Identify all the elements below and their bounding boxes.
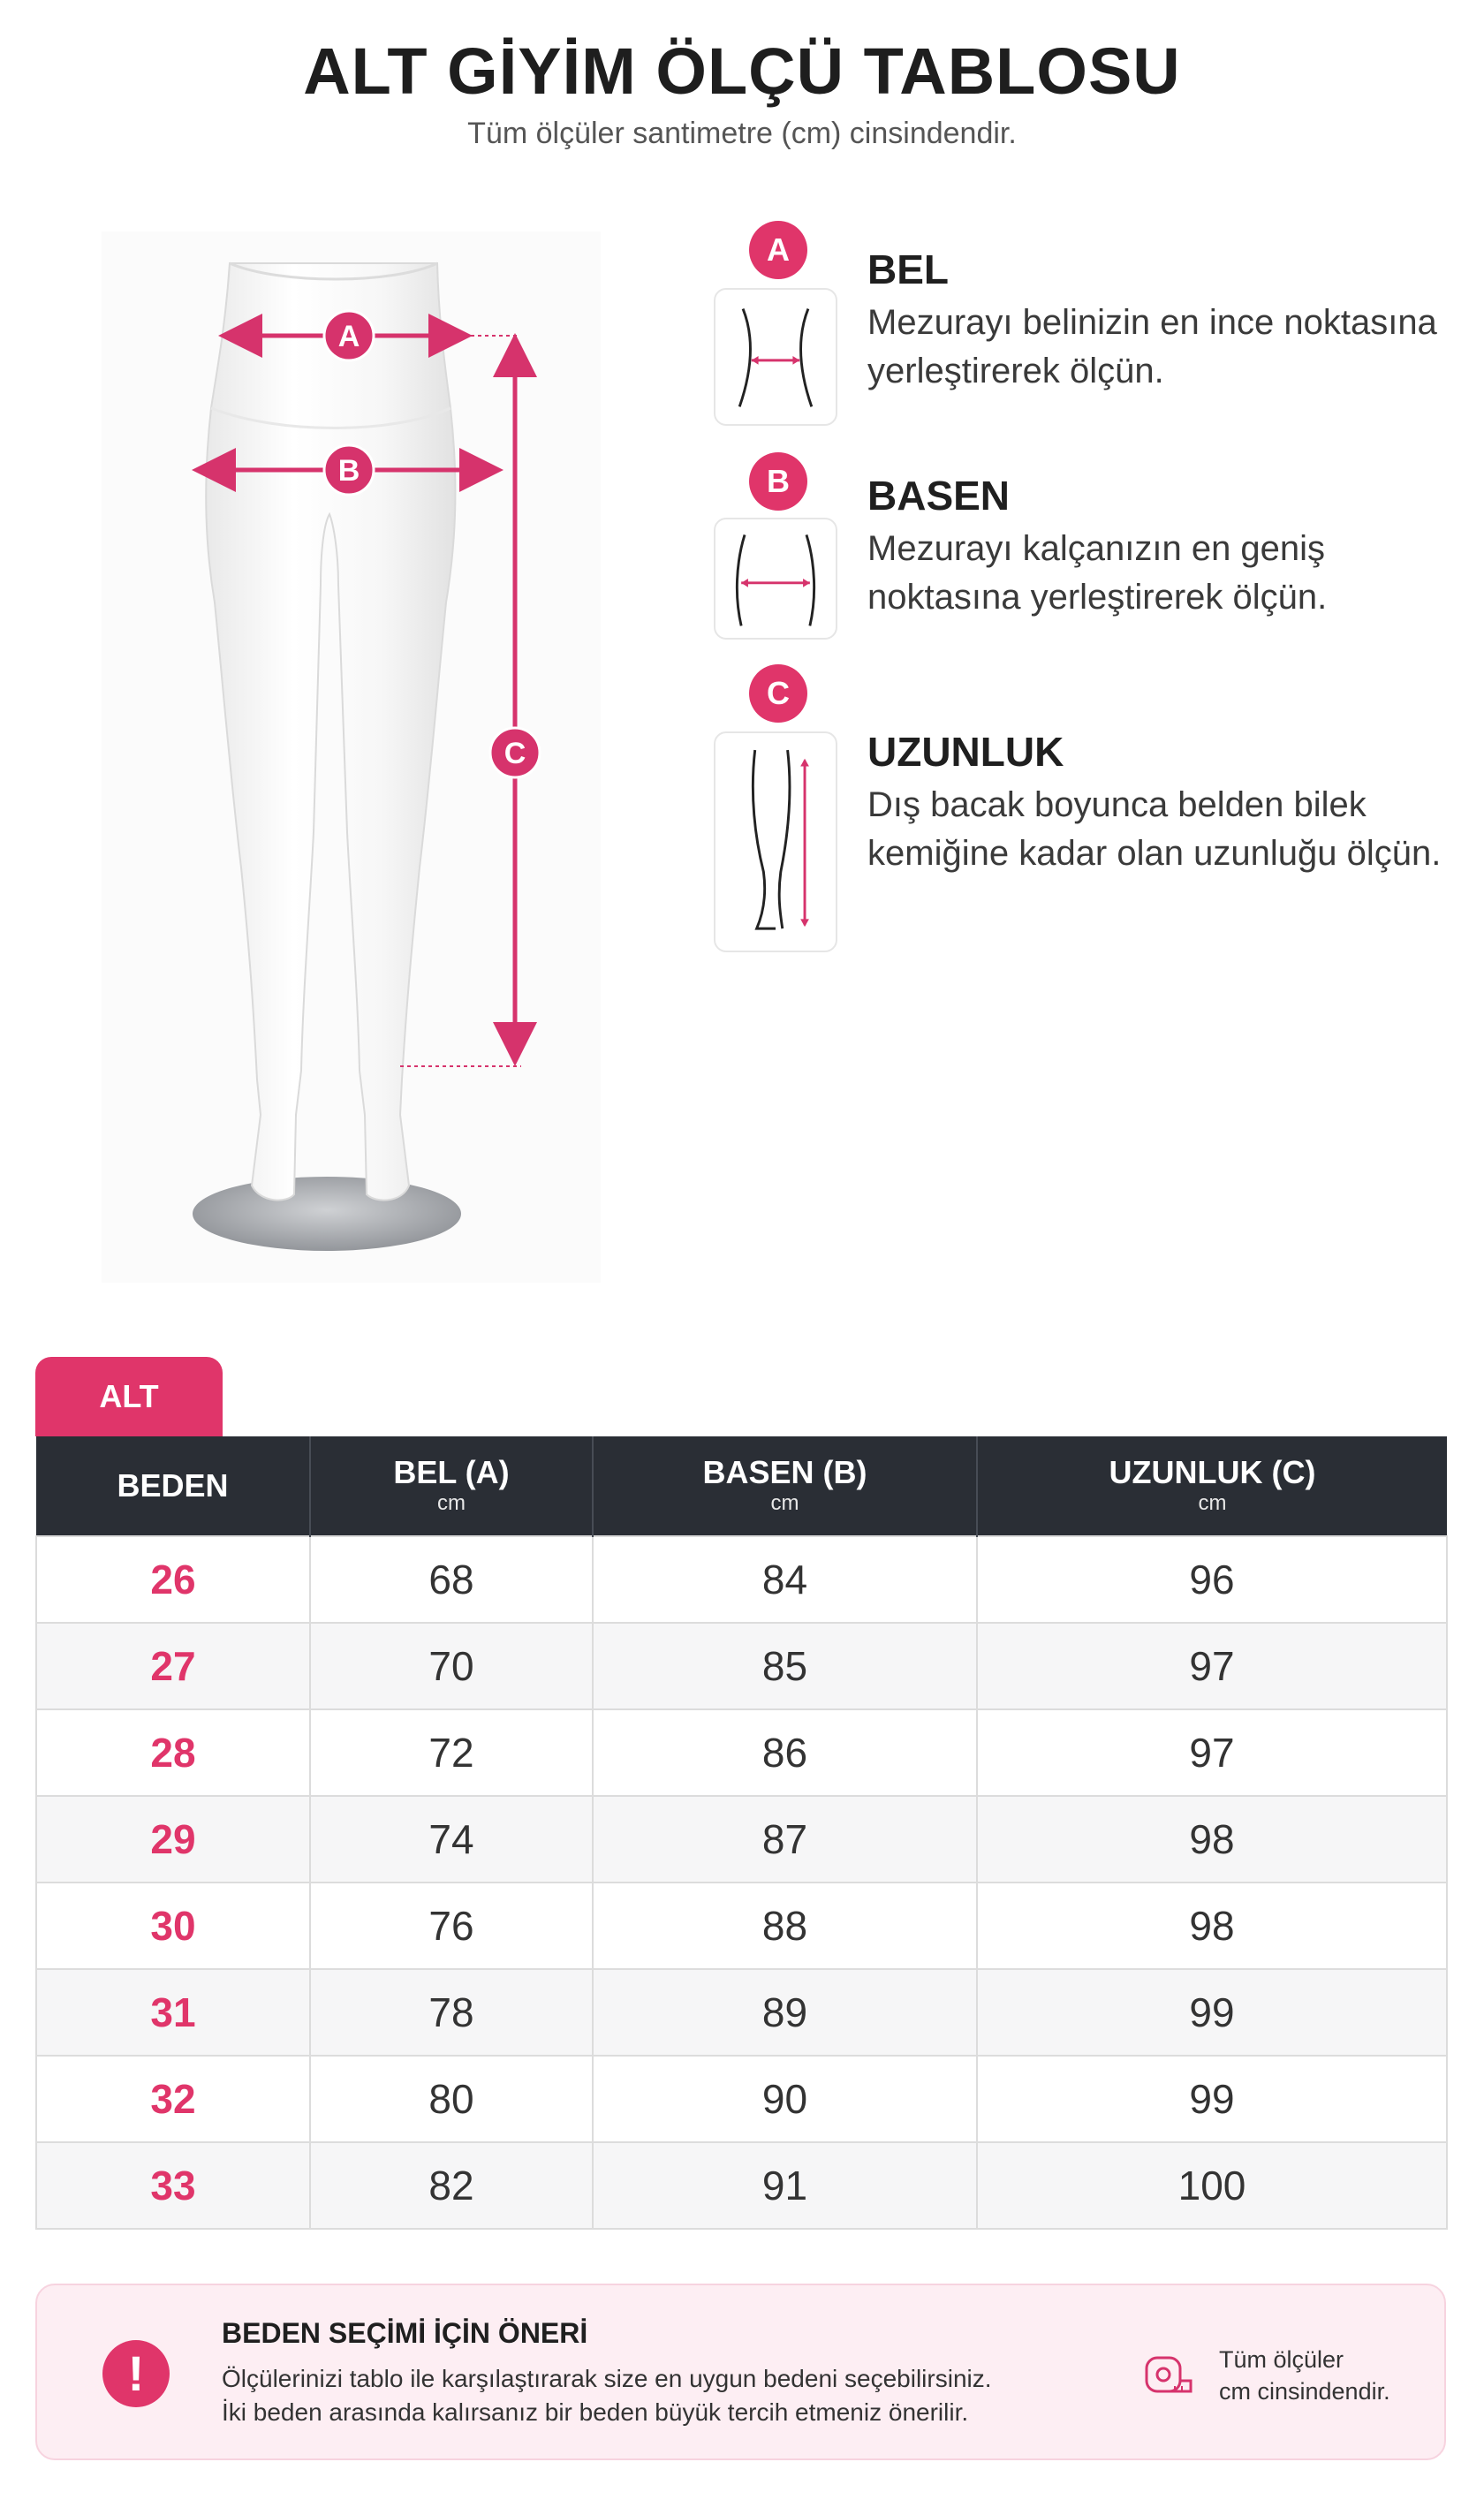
measurement-desc-bel: Mezurayı belinizin en ince noktasına yerleştirerek ölçün. [867, 303, 1437, 390]
basen-cell: 87 [593, 1796, 977, 1883]
table-row [36, 1969, 1447, 2056]
advice-line-1: Ölçülerinizi tablo ile karşılaştırarak size en uygun bedeni seçebilirsiniz. [222, 2365, 992, 2392]
size-cell: 31 [36, 1969, 310, 2056]
measuring-tape-icon [1141, 2349, 1194, 2402]
uzunluk-cell: 98 [977, 1883, 1447, 1969]
svg-text:A: A [337, 320, 360, 353]
measurement-title-uzunluk: UZUNLUK [867, 729, 1064, 775]
measurement-basen [714, 452, 1465, 647]
size-cell: 29 [36, 1796, 310, 1883]
uzunluk-cell: 97 [977, 1623, 1447, 1709]
badge-a: A [749, 221, 807, 279]
waist-icon [714, 288, 837, 426]
basen-cell: 90 [593, 2056, 977, 2142]
badge-c: C [749, 664, 807, 723]
basen-cell: 85 [593, 1623, 977, 1709]
uzunluk-cell: 100 [977, 2142, 1447, 2229]
measurement-desc-uzunluk: Dış bacak boyunca belden bilek kemiğine kadar olan uzunluğu ölçün. [867, 785, 1442, 873]
uzunluk-cell: 96 [977, 1536, 1447, 1623]
bel-cell: 78 [310, 1969, 593, 2056]
leg-length-icon [714, 731, 837, 952]
size-table [35, 1436, 1446, 2230]
size-cell: 28 [36, 1709, 310, 1796]
measurement-desc-basen: Mezurayı kalçanızın en geniş noktasına yerleştirerek ölçün. [867, 529, 1328, 617]
size-advice-box [35, 2284, 1446, 2460]
figure-badge-a [324, 311, 374, 360]
table-row [36, 2142, 1447, 2229]
advice-title: BEDEN SEÇİMİ İÇİN ÖNERİ [222, 2317, 588, 2349]
column-header-beden: BEDEN [36, 1436, 310, 1536]
column-header-uzunluk: UZUNLUK (C) cm [977, 1436, 1447, 1536]
svg-text:C: C [504, 737, 526, 770]
bel-cell: 70 [310, 1623, 593, 1709]
bel-cell: 80 [310, 2056, 593, 2142]
svg-text:B: B [337, 454, 360, 488]
page-title: ALT GİYİM ÖLÇÜ TABLOSU [303, 34, 1181, 108]
stand-base [193, 1177, 461, 1251]
tab-alt[interactable]: ALT [35, 1357, 223, 1436]
basen-cell: 89 [593, 1969, 977, 2056]
measurement-bel [714, 221, 1465, 433]
uzunluk-cell: 99 [977, 2056, 1447, 2142]
page-subtitle: Tüm ölçüler santimetre (cm) cinsindendir. [467, 117, 1017, 150]
bel-cell: 82 [310, 2142, 593, 2229]
mannequin-figure [102, 231, 601, 1283]
advice-line-2: İki beden arasında kalırsanız bir beden büyük tercih etmeniz önerilir. [222, 2398, 969, 2426]
measurement-title-bel: BEL [867, 246, 949, 292]
column-header-basen: BASEN (B) cm [593, 1436, 977, 1536]
bel-cell: 68 [310, 1536, 593, 1623]
table-row [36, 1796, 1447, 1883]
badge-b: B [749, 452, 807, 511]
table-row [36, 1536, 1447, 1623]
table-row [36, 1709, 1447, 1796]
uzunluk-cell: 98 [977, 1796, 1447, 1883]
figure-badge-c [490, 728, 540, 777]
measurement-uzunluk [714, 664, 1465, 956]
mannequin-illustration [102, 231, 601, 1283]
measurement-title-basen: BASEN [867, 473, 1011, 519]
size-cell: 30 [36, 1883, 310, 1969]
basen-cell: 84 [593, 1536, 977, 1623]
bel-cell: 74 [310, 1796, 593, 1883]
table-row [36, 1623, 1447, 1709]
table-row [36, 1883, 1447, 1969]
size-cell: 33 [36, 2142, 310, 2229]
figure-badge-b [324, 445, 374, 495]
column-header-bel: BEL (A) cm [310, 1436, 593, 1536]
table-row [36, 2056, 1447, 2142]
hip-icon [714, 518, 837, 640]
size-cell: 32 [36, 2056, 310, 2142]
size-cell: 26 [36, 1536, 310, 1623]
bel-cell: 72 [310, 1709, 593, 1796]
bel-cell: 76 [310, 1883, 593, 1969]
uzunluk-cell: 99 [977, 1969, 1447, 2056]
basen-cell: 86 [593, 1709, 977, 1796]
basen-cell: 88 [593, 1883, 977, 1969]
exclamation-icon: ! [102, 2340, 170, 2407]
mannequin-body [206, 263, 455, 1201]
size-cell: 27 [36, 1623, 310, 1709]
advice-side-note: Tüm ölçüler cm cinsindendir. [1219, 2346, 1390, 2405]
header [0, 32, 1484, 151]
uzunluk-cell: 97 [977, 1709, 1447, 1796]
basen-cell: 91 [593, 2142, 977, 2229]
